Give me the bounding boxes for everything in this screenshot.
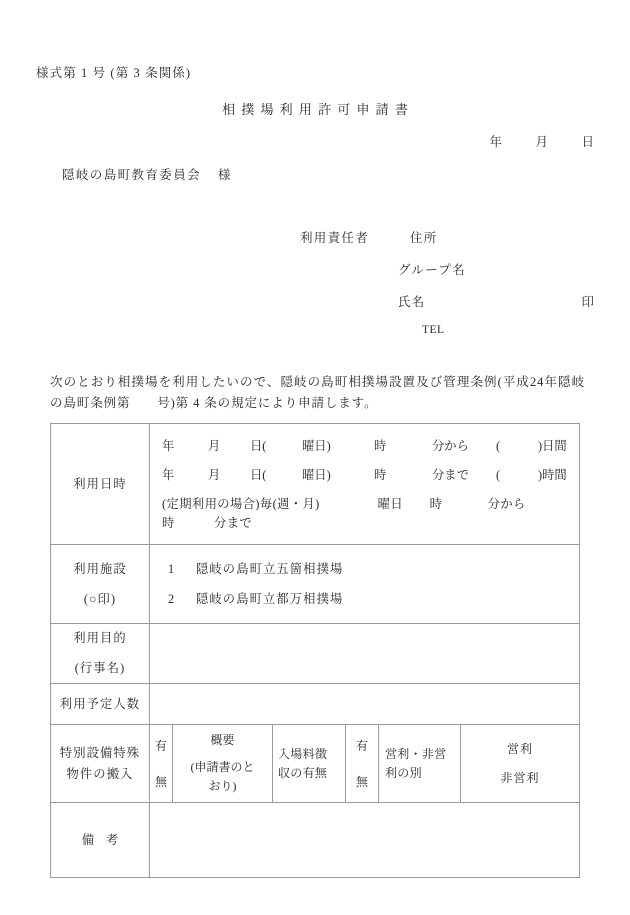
notes-label-char1: 備 (81, 832, 106, 847)
purpose-value-cell[interactable] (150, 624, 580, 684)
notes-label-cell (51, 803, 150, 878)
hours-paren-open: ( (496, 468, 501, 482)
page-title: 相撲場利用許可申請書 (222, 102, 415, 117)
facility-option-2-number: 2 (168, 592, 175, 606)
datetime-label: 利用日時 (51, 424, 150, 545)
applicant-address-row (300, 228, 594, 260)
responsible-person-label: 利用責任者 (300, 231, 370, 245)
table-row-facility (51, 545, 580, 624)
datetime-value-cell[interactable] (150, 424, 580, 545)
facility-option-1[interactable] (168, 554, 579, 584)
end-month-label: 月 (208, 468, 221, 482)
purpose-sub-label: (行事名) (74, 661, 126, 675)
applicant-tel-row (300, 324, 594, 356)
profit-type-label-line2: 利の別 (385, 765, 422, 780)
notes-value-cell[interactable] (150, 803, 580, 878)
special-equipment-label-line1: 特別設備特殊 (59, 745, 141, 760)
addressee-honorific: 様 (218, 168, 232, 182)
date-day-label: 日 (581, 135, 594, 149)
admission-fee-yesno-cell[interactable] (346, 725, 379, 803)
application-form-table (50, 423, 580, 878)
profit-choice-cell[interactable] (461, 725, 580, 803)
table-row-datetime (51, 424, 580, 545)
profit-type-label-cell (379, 725, 461, 803)
applicant-group-row (300, 260, 594, 292)
hours-paren-close: )時間 (538, 468, 567, 482)
special-equipment-no[interactable]: 無 (154, 774, 167, 789)
special-equipment-label-cell (51, 725, 150, 803)
end-weekday-label: 曜日) (302, 468, 331, 482)
profit-choice-commercial[interactable]: 営利 (506, 741, 533, 756)
facility-sub-label: (○印) (83, 591, 117, 606)
start-day-label: 日( (250, 439, 267, 453)
form-number: 様式第 1 号 (第 3 条関係) (36, 66, 192, 80)
summary-cell[interactable] (173, 725, 273, 803)
application-date-line (489, 132, 594, 150)
profit-choice-noncommercial[interactable]: 非営利 (500, 770, 540, 785)
name-label: 氏名 (398, 295, 426, 309)
headcount-value-cell[interactable] (150, 684, 580, 725)
body-paragraph: 次のとおり相撲場を利用したいので、隠岐の島町相撲場設置及び管理条例(平成24年隠岐の島町条例第 号)第 4 条の規定により申請します。 (50, 375, 585, 410)
start-year-label: 年 (162, 439, 175, 453)
addressee-name: 隠岐の島町教育委員会 (62, 168, 202, 182)
table-row-special-equipment (51, 725, 580, 803)
periodic-prefix: (定期利用の場合)毎(週・月) (162, 497, 320, 511)
facility-label-cell (51, 545, 150, 624)
facility-option-1-name: 隠岐の島町立五箇相撲場 (196, 562, 344, 576)
facility-label: 利用施設 (73, 561, 127, 576)
periodic-suffix: まで (226, 516, 253, 530)
facility-option-1-number: 1 (168, 562, 175, 576)
end-hour-label: 時 (374, 468, 387, 482)
periodic-hour-from: 時 (429, 497, 443, 511)
date-year-label: 年 (489, 135, 502, 149)
end-minute-label: 分まで (432, 468, 469, 482)
headcount-label: 利用予定人数 (51, 684, 150, 725)
admission-fee-yes[interactable]: 有 (355, 738, 368, 753)
date-month-label: 月 (535, 135, 548, 149)
start-hour-label: 時 (374, 439, 387, 453)
datetime-periodic-line (162, 490, 579, 536)
summary-note-line2: おり) (208, 779, 237, 793)
periodic-hour-to: 時 (162, 516, 175, 530)
admission-fee-label-line1: 入場料徴 (278, 746, 328, 761)
facility-options-cell[interactable] (150, 545, 580, 624)
end-day-label: 日( (250, 468, 267, 482)
applicant-name-row (300, 292, 594, 324)
end-year-label: 年 (162, 468, 175, 482)
facility-option-2-name: 隠岐の島町立都万相撲場 (196, 592, 344, 606)
admission-fee-no[interactable]: 無 (355, 774, 368, 789)
summary-note-line1: (申請書のと (190, 760, 255, 774)
days-paren-open: ( (496, 439, 501, 453)
group-name-label: グループ名 (398, 263, 467, 277)
special-equipment-yes[interactable]: 有 (154, 738, 167, 753)
table-row-notes (51, 803, 580, 878)
seal-label: 印 (581, 295, 594, 309)
table-row-purpose (51, 624, 580, 684)
periodic-weekday-label: 曜日 (377, 497, 404, 511)
purpose-label: 利用目的 (73, 631, 127, 645)
facility-option-2[interactable] (168, 584, 579, 614)
profit-type-label-line1: 営利・非営 (385, 746, 447, 761)
periodic-minute-to: 分 (214, 516, 227, 530)
admission-fee-label-cell (273, 725, 346, 803)
special-equipment-label-line2: 物件の搬入 (66, 766, 134, 781)
days-paren-close: )日間 (538, 439, 567, 453)
addressee (62, 165, 232, 183)
admission-fee-label-line2: 収の有無 (278, 765, 328, 780)
start-minute-label: 分から (432, 439, 469, 453)
address-label: 住所 (410, 231, 438, 245)
start-month-label: 月 (208, 439, 221, 453)
datetime-start-line (162, 432, 579, 461)
applicant-block (300, 228, 594, 356)
datetime-end-line (162, 461, 579, 490)
summary-label: 概要 (210, 733, 235, 747)
notes-label-char2: 考 (106, 832, 131, 847)
tel-label: TEL (422, 324, 445, 336)
periodic-minute-from: 分から (487, 497, 526, 511)
special-equipment-yesno-cell[interactable] (150, 725, 173, 803)
purpose-label-cell (51, 624, 150, 684)
start-weekday-label: 曜日) (302, 439, 331, 453)
table-row-headcount (51, 684, 580, 725)
